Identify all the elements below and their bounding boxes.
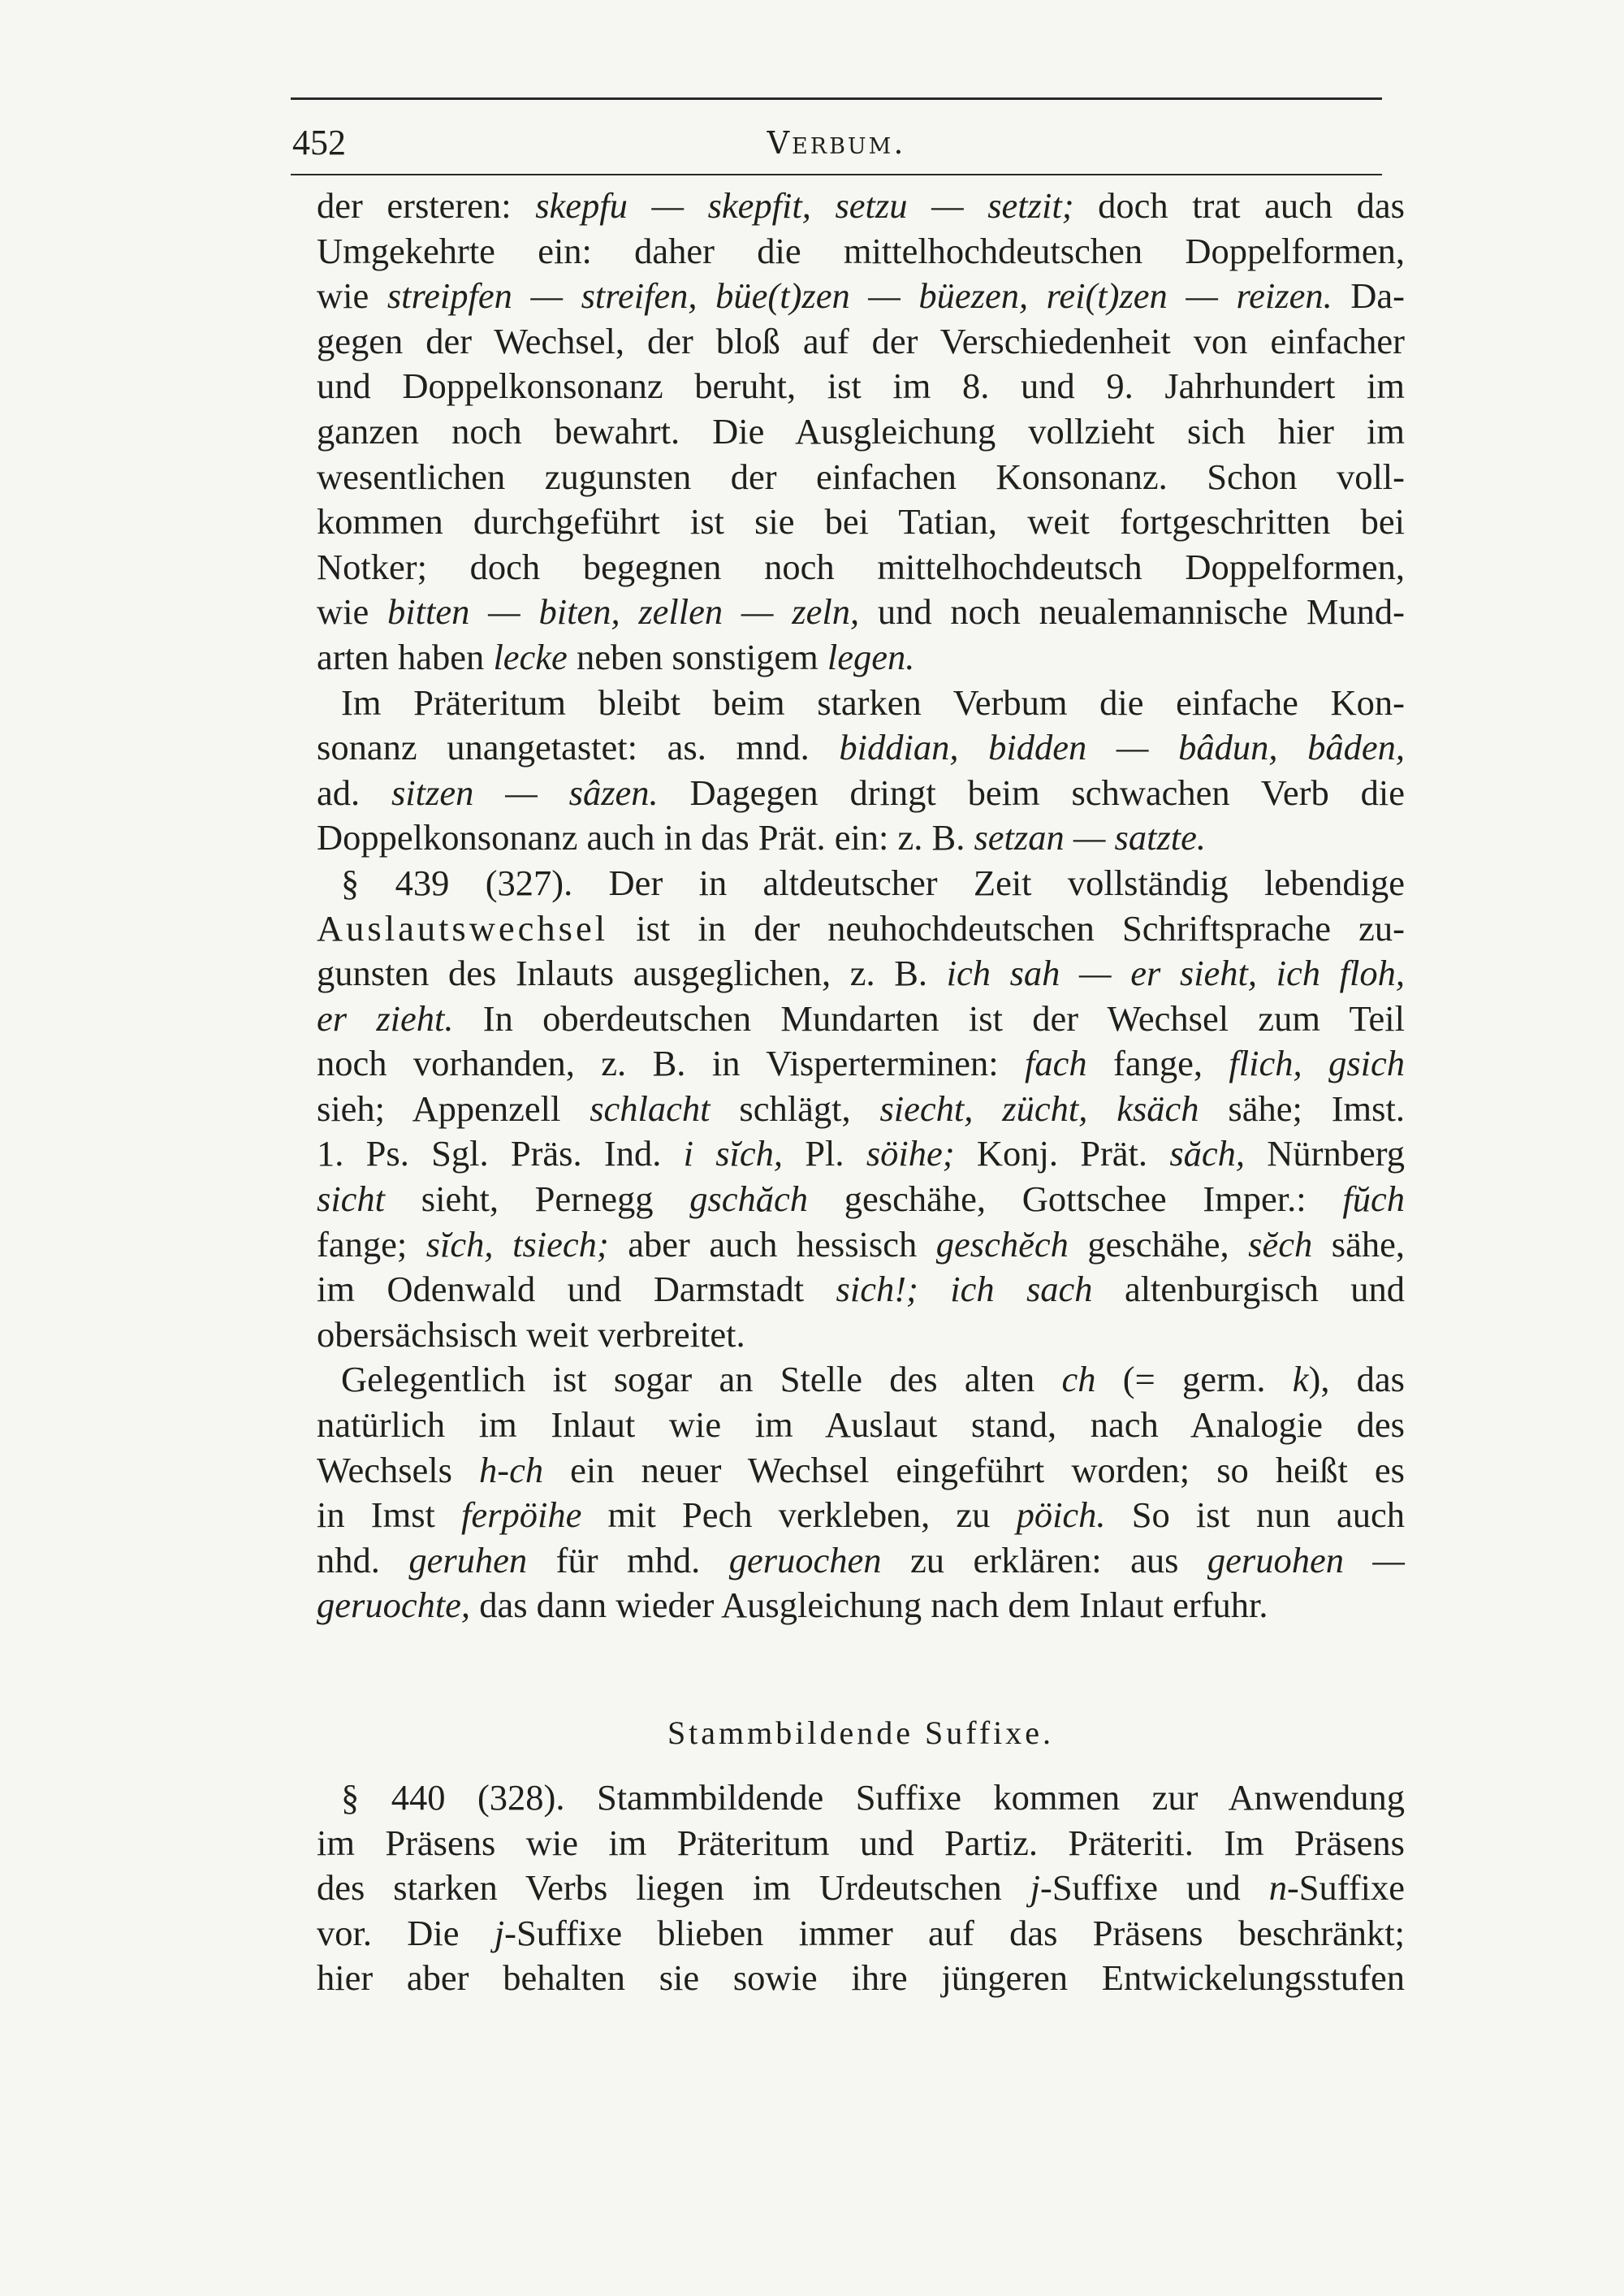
- text-line: [317, 1956, 1405, 2001]
- text-segment: ein neuer Wechsel eingeführt worden; so heißt es: [543, 1449, 1405, 1490]
- text-segment: In oberdeutschen Mundarten ist der Wechsel zum Teil: [453, 997, 1406, 1039]
- italic-segment: schlacht: [590, 1087, 710, 1129]
- text-segment: natürlich im Inlaut wie im Auslaut stand, nach Analogie des: [317, 1404, 1405, 1446]
- text-line: [317, 409, 1405, 455]
- text-segment: § 439 (327). Der in altdeutscher Zeit vollständig lebendige: [341, 862, 1405, 903]
- text-line: [317, 1583, 1405, 1628]
- text-segment: ), das: [1308, 1359, 1405, 1400]
- italic-segment: ich sach: [950, 1269, 1093, 1310]
- text-segment: gunsten des Inlauts ausgeglichen, z. B.: [317, 953, 947, 994]
- text-line: [317, 861, 1405, 906]
- text-line: [317, 906, 1405, 952]
- text-segment: Konj. Prät.: [954, 1133, 1170, 1174]
- text-line: [317, 681, 1405, 726]
- text-line: [317, 1538, 1405, 1584]
- italic-segment: biddian, bidden — bâdun, bâden,: [839, 727, 1405, 768]
- italic-segment: sitzen — sâzen.: [391, 772, 659, 813]
- text-line: [317, 274, 1405, 319]
- text-segment: aber auch hessisch: [608, 1223, 936, 1265]
- text-line: [317, 1775, 1405, 1821]
- text-segment: sähe; Imst.: [1199, 1087, 1405, 1129]
- italic-segment: pöich.: [1016, 1494, 1106, 1536]
- text-line: [317, 1267, 1405, 1312]
- section-title: Stammbildende Suffixe.: [667, 1714, 1055, 1751]
- text-segment: -Suffixe blieben immer auf das Präsens beschränkt;: [504, 1912, 1405, 1953]
- text-segment: -Suffixe und: [1040, 1867, 1269, 1909]
- text-line: [317, 1866, 1405, 1911]
- page-number: 452: [292, 123, 346, 162]
- text-segment: das dann wieder Ausgleichung nach dem Inlaut erfuhr.: [470, 1585, 1268, 1626]
- text-line: [317, 1041, 1405, 1087]
- text-segment: Doppelkonsonanz auch in das Prät. ein: z. B.: [317, 817, 974, 858]
- text-segment: sonanz unangetastet: as. mnd.: [317, 727, 840, 768]
- text-line: [317, 1493, 1405, 1538]
- text-segment: wesentlichen zugunsten der einfachen Konsonanz. Schon voll-: [317, 456, 1405, 497]
- text-line: [317, 1911, 1405, 1957]
- text-line: [317, 771, 1405, 816]
- text-segment: mit Pech verkleben, zu: [581, 1494, 1017, 1536]
- text-segment: Da-: [1332, 275, 1405, 317]
- text-segment: und Doppelkonsonanz beruht, ist im 8. und 9. Jahrhundert im: [317, 365, 1405, 407]
- text-line: [317, 815, 1405, 861]
- italic-segment: setzan — satzte.: [974, 817, 1207, 858]
- text-segment: kommen durchgeführt ist sie bei Tatian, weit fortgeschritten bei: [317, 501, 1405, 543]
- text-line: [317, 364, 1405, 409]
- text-line: [317, 1357, 1405, 1403]
- text-line: [317, 997, 1405, 1042]
- text-segment: Pl.: [783, 1133, 866, 1174]
- text-segment: neben sonstigem: [567, 636, 827, 677]
- text-segment: [918, 1269, 950, 1309]
- text-line: [317, 184, 1405, 229]
- text-line: [317, 1131, 1405, 1177]
- text-segment: hier aber behalten sie sowie ihre jüngeren Entwickelungsstufen: [317, 1957, 1405, 1999]
- text-segment: Wechsels: [317, 1449, 480, 1490]
- text-segment: wie: [317, 275, 387, 317]
- italic-segment: i sĭch,: [683, 1133, 784, 1174]
- text-segment: doch trat auch das: [1073, 185, 1405, 226]
- italic-segment: săch,: [1169, 1133, 1246, 1174]
- text-line: [317, 1821, 1405, 1866]
- text-line: [317, 545, 1405, 590]
- text-segment: So ist nun auch: [1105, 1494, 1405, 1536]
- text-segment: und noch neualemannische Mund-: [859, 591, 1405, 633]
- text-line: [317, 1448, 1405, 1494]
- italic-segment: geruohen —: [1207, 1539, 1405, 1580]
- text-segment: noch vorhanden, z. B. in Visperterminen:: [317, 1043, 1025, 1084]
- text-line: [317, 319, 1405, 365]
- text-segment: altenburgisch und: [1092, 1269, 1406, 1310]
- italic-segment: geruochte,: [317, 1585, 471, 1626]
- italic-segment: sĭch, tsiech;: [425, 1223, 609, 1265]
- text-segment: im Odenwald und Darmstadt: [317, 1269, 836, 1310]
- section-paragraph: [317, 1775, 1405, 2001]
- text-segment: wie: [317, 591, 388, 633]
- italic-segment: geruochen: [728, 1539, 882, 1580]
- text-segment: sähe,: [1312, 1223, 1405, 1265]
- text-line: [317, 499, 1405, 545]
- text-segment: im Präsens wie im Präteritum und Partiz. Präteriti. Im Präsens: [317, 1822, 1405, 1863]
- italic-segment: skepfu — skepfit, setzu — setzit;: [535, 185, 1074, 226]
- italic-segment: ich sah — er sieht, ich floh,: [946, 953, 1405, 994]
- text-line: [317, 455, 1405, 500]
- text-line: [317, 590, 1405, 635]
- italic-segment: fŭch: [1342, 1178, 1405, 1220]
- italic-segment: sich!;: [836, 1269, 918, 1310]
- text-segment: vor. Die: [317, 1912, 495, 1953]
- text-line: [317, 951, 1405, 997]
- italic-segment: j: [1030, 1867, 1041, 1909]
- italic-segment: fach: [1024, 1043, 1087, 1084]
- italic-segment: geschĕch: [935, 1223, 1069, 1265]
- text-segment: gegen der Wechsel, der bloß auf der Verschiedenheit von einfacher: [317, 320, 1405, 361]
- text-segment: Im Präteritum bleibt beim starken Verbum die einfache Kon-: [341, 681, 1405, 723]
- italic-segment: flich, gsich: [1229, 1043, 1405, 1084]
- text-segment: Dagegen dringt beim schwachen Verb die: [658, 772, 1405, 813]
- text-line: [317, 1087, 1405, 1132]
- italic-segment: er zieht.: [317, 997, 454, 1039]
- text-segment: ganzen noch bewahrt. Die Ausgleichung vollzieht sich hier im: [317, 410, 1405, 452]
- text-segment: geschähe, Gottschee Imper.:: [808, 1178, 1343, 1220]
- paragraphs-block: [317, 184, 1405, 1628]
- text-segment: Auslautswechsel: [317, 907, 609, 949]
- header-rule-bottom: [291, 174, 1382, 175]
- italic-segment: söihe;: [866, 1133, 955, 1174]
- text-segment: geschähe,: [1068, 1223, 1249, 1265]
- italic-segment: h-ch: [479, 1449, 544, 1490]
- text-line: [317, 635, 1405, 681]
- italic-segment: gschăch: [689, 1178, 809, 1220]
- italic-segment: j: [494, 1912, 505, 1953]
- italic-segment: n: [1268, 1867, 1287, 1909]
- text-segment: für mhd.: [527, 1539, 729, 1580]
- text-segment: § 440 (328). Stammbildende Suffixe kommen zur Anwendung: [341, 1777, 1405, 1818]
- italic-segment: siecht, zücht, ksäch: [879, 1087, 1199, 1129]
- italic-segment: sĕch: [1248, 1223, 1313, 1265]
- page-header: [292, 106, 1380, 171]
- italic-segment: ch: [1061, 1359, 1096, 1400]
- text-segment: nhd.: [317, 1539, 409, 1580]
- italic-segment: geruhen: [408, 1539, 528, 1580]
- text-segment: sieht, Pernegg: [385, 1178, 690, 1220]
- text-segment: fange,: [1086, 1043, 1229, 1084]
- text-segment: (= germ.: [1095, 1359, 1293, 1400]
- text-line: [317, 1222, 1405, 1268]
- text-segment: der ersteren:: [317, 185, 536, 226]
- text-segment: obersächsisch weit verbreitet.: [317, 1313, 745, 1355]
- italic-segment: sicht: [317, 1178, 386, 1220]
- italic-segment: streipfen — streifen, büe(t)zen — büezen, rei(t)zen — reizen.: [387, 275, 1332, 317]
- italic-segment: ferpöihe: [461, 1494, 582, 1536]
- text-segment: zu erklären: aus: [881, 1539, 1207, 1580]
- text-segment: in Imst: [317, 1494, 462, 1536]
- text-line: [317, 725, 1405, 771]
- running-head: Verbum.: [767, 125, 906, 161]
- text-segment: sieh; Appenzell: [317, 1087, 590, 1129]
- text-segment: schlägt,: [710, 1087, 880, 1129]
- text-segment: -Suffixe: [1286, 1867, 1405, 1909]
- text-segment: Umgekehrte ein: daher die mittelhochdeutschen Doppelformen,: [317, 230, 1405, 271]
- text-segment: Notker; doch begegnen noch mittelhochdeutsch Doppelformen,: [317, 546, 1405, 587]
- text-segment: ad.: [317, 772, 391, 813]
- italic-segment: legen.: [827, 636, 915, 677]
- text-line: [317, 1312, 1405, 1358]
- text-segment: Gelegentlich ist sogar an Stelle des alten: [341, 1359, 1062, 1400]
- text-segment: arten haben: [317, 636, 494, 677]
- italic-segment: lecke: [493, 636, 568, 677]
- italic-segment: bitten — biten, zellen — zeln,: [387, 591, 860, 633]
- text-line: [317, 1177, 1405, 1222]
- header-rule-top: [291, 97, 1382, 100]
- text-line: [317, 229, 1405, 275]
- text-segment: Nürnberg: [1245, 1133, 1406, 1174]
- italic-segment: k: [1292, 1359, 1309, 1400]
- text-segment: fange;: [317, 1223, 426, 1265]
- text-line: [317, 1403, 1405, 1448]
- text-segment: 1. Ps. Sgl. Präs. Ind.: [317, 1133, 684, 1174]
- text-segment: des starken Verbs liegen im Urdeutschen: [317, 1867, 1030, 1909]
- text-segment: ist in der neuhochdeutschen Schriftsprache zu-: [608, 907, 1405, 949]
